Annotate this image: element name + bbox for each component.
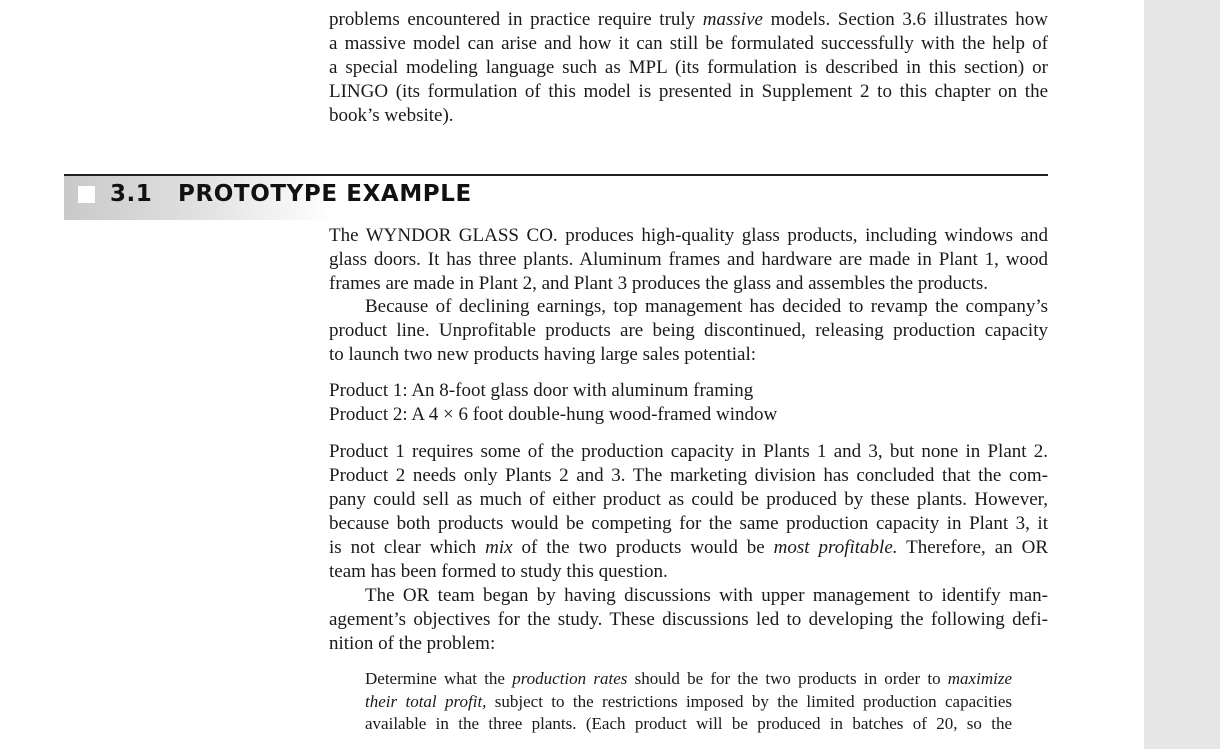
section-title: PROTOTYPE EXAMPLE [178,181,472,207]
emphasis-text: massive [702,9,763,30]
text-line [365,713,1012,736]
text-run: team has been formed to study this question. [329,561,668,582]
text-run: frames are made in Plant 2, and Plant 3 produces the glass and assembles the products. [329,273,989,294]
product-item: Product 1: An 8-foot glass door with aluminum framing [329,380,754,401]
text-line [329,560,1048,584]
paragraph-revamp [329,295,1048,367]
intro-paragraph [329,8,1048,128]
text-line [329,488,1048,512]
section-square-icon [78,186,95,203]
text-line [329,80,1048,104]
problem-definition-quote [365,668,1012,736]
text-run: of the two products would be [512,537,774,558]
text-line [329,248,1048,272]
text-line [329,608,1048,632]
text-line [329,32,1048,56]
text-line [329,224,1048,248]
text-line [329,464,1048,488]
text-run: models. Section 3.6 illustrates how [762,9,1048,30]
text-run: glass doors. It has three plants. Aluminum frames and hardware are made in Plant 1, wood [329,249,1048,270]
text-run: Product 1 requires some of the production capacity in Plants 1 and 3, but none in Plant 2. [329,441,1048,462]
text-run: Determine what the [365,669,513,688]
text-line [365,691,1012,714]
text-line [329,295,1048,319]
text-run: Because of declining earnings, top management has decided to revamp the company’s [365,296,1048,317]
emphasis-text: their total profit, [365,691,487,711]
text-run: LINGO (its formulation of this model is presented in Supplement 2 to this chapter on the [329,81,1048,102]
text-line [365,668,1012,691]
text-line [329,512,1048,536]
text-run: product line. Unprofitable products are being discontinued, releasing production capacity [329,320,1048,341]
section-number: 3.1 [110,181,153,207]
product-item: Product 2: A 4 × 6 foot double-hung wood-framed window [329,404,778,425]
emphasis-text: mix [485,537,513,558]
text-run: problems encountered in practice require truly [329,9,703,30]
text-run: should be for the two products in order to [627,669,948,688]
text-line [329,319,1048,343]
text-run: a special modeling language such as MPL (its formulation is described in this section) or [329,57,1048,78]
emphasis-text: maximize [947,669,1012,688]
text-run: agement’s objectives for the study. These discussions led to developing the following defi- [329,609,1048,630]
emphasis-text: production rates [512,669,628,688]
text-run: to launch two new products having large sales potential: [329,344,757,365]
text-run: a massive model can arise and how it can still be formulated successfully with the help of [329,33,1048,54]
text-run: because both products would be competing for the same production capacity in Plant 3, it [329,513,1048,534]
text-run: Product 2 needs only Plants 2 and 3. The marketing division has concluded that the com- [329,465,1048,486]
text-line [329,536,1048,560]
text-line [329,343,1048,367]
text-line [329,440,1048,464]
paragraph-company [329,224,1048,296]
product-list [329,379,1048,427]
text-line [329,272,1048,296]
text-run: book’s website). [329,105,454,126]
text-line [329,56,1048,80]
paragraph-requirements [329,440,1048,584]
text-run: Therefore, an OR [897,537,1049,558]
text-line [329,104,1048,128]
text-run: available in the three plants. (Each product will be produced in batches of 20, so the [365,714,1012,733]
text-line [329,632,1048,656]
viewer-side-gutter [1144,0,1220,749]
paragraph-or-team [329,584,1048,656]
text-run: is not clear which [329,537,486,558]
emphasis-text: most profitable. [773,537,898,558]
text-run: nition of the problem: [329,633,496,654]
text-run: subject to the restrictions imposed by the limited production capacities [486,691,1012,711]
text-run: The WYNDOR GLASS CO. produces high-quality glass products, including windows and [329,225,1048,246]
text-run: pany could sell as much of either product as could be produced by these plants. However, [329,489,1048,510]
text-line [329,8,1048,32]
text-run: The OR team began by having discussions with upper management to identify man- [365,585,1048,606]
text-line [329,584,1048,608]
